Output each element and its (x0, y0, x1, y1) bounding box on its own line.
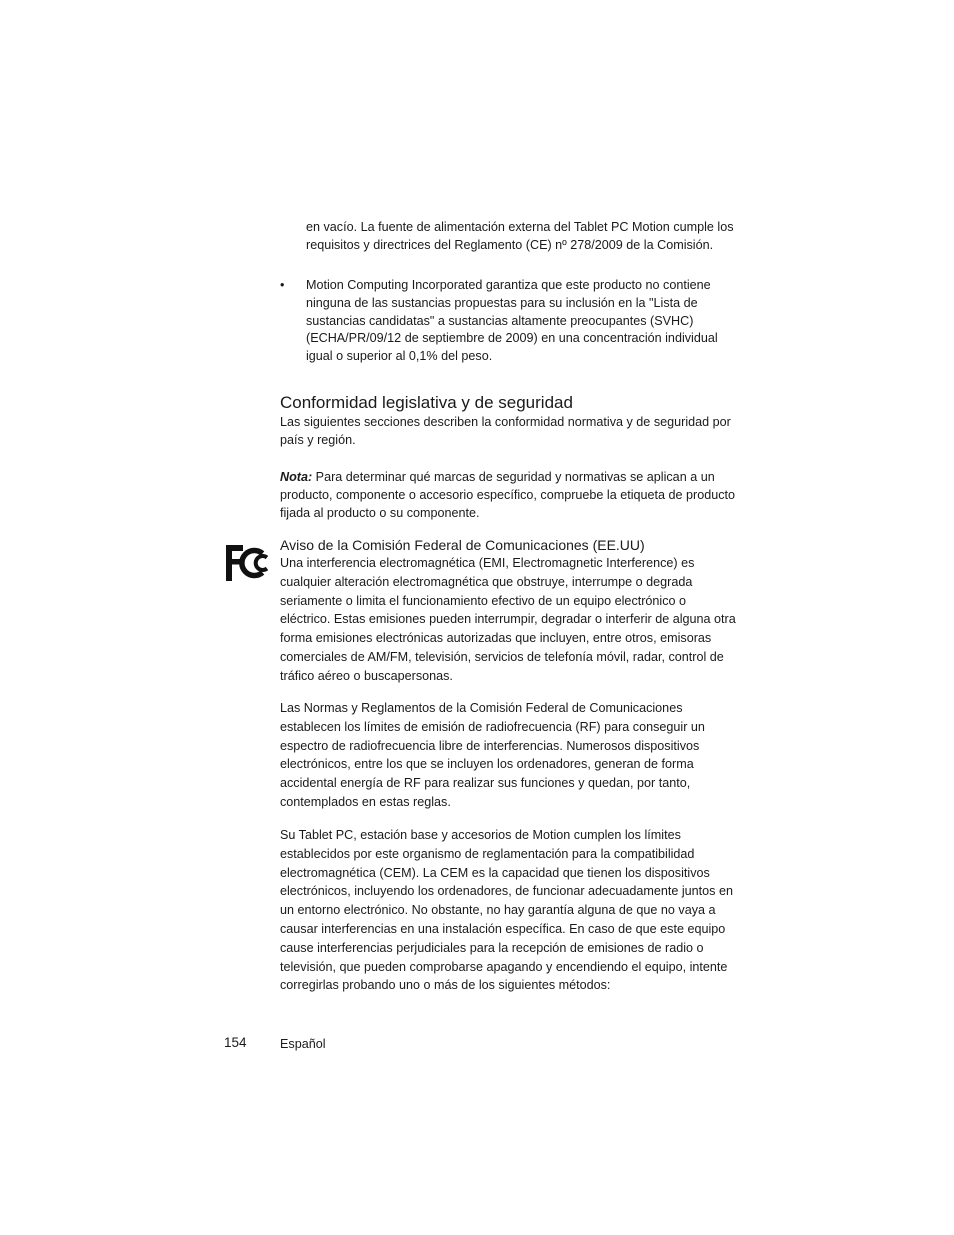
note-text: Para determinar qué marcas de seguridad y normativas se aplican a un producto, componente o accesorio específico, compruebe la etiqueta de producto fijada al producto o su componente. (280, 470, 736, 520)
bullet-item (280, 277, 736, 366)
fcc-paragraph-1: Una interferencia electromagnética (EMI, Electromagnetic Interference) es cualquier alteración electromagnética que obstruye, interrumpe o degrada seriamente o limita el funcionamiento efectivo de un equipo electrónico o eléctrico. Estas emisiones pueden interrumpir, degradar o interferir de alguna otra forma emisiones electrónicas autorizadas que incluyen, entre otros, emisoras comerciales de AM/FM, televisión, servicios de telefonía móvil, radar, control de tráfico aéreo o buscapersonas. (280, 556, 736, 683)
note-label: Nota: (280, 470, 313, 484)
fcc-paragraph-3: Su Tablet PC, estación base y accesorios de Motion cumplen los límites establecidos por este organismo de reglamentación para la compatibilidad electromagnética (CEM). La CEM es la capacidad que tienen los dispositivos electrónicos, incluyendo los ordenadores, de funcionar adecuadamente juntos en un entorno electrónico. No obstante, no hay garantía alguna de que no vaya a causar interferencias en una instalación específica. En caso de que este equipo cause interferencias perjudiciales para la recepción de emisiones de radio o televisión, que pueden comprobarse apagando y encendiendo el equipo, intente corregirlas probando uno o más de los siguientes métodos: (280, 828, 733, 993)
bullet-mark: • (280, 278, 285, 292)
note-paragraph (280, 469, 736, 522)
fcc-heading: Aviso de la Comisión Federal de Comunicaciones (EE.UU) (280, 537, 645, 553)
section-intro: Las siguientes secciones describen la conformidad normativa y de seguridad por país y región. (280, 415, 731, 447)
fcc-paragraph-2: Las Normas y Reglamentos de la Comisión Federal de Comunicaciones establecen los límites de emisión de radiofrecuencia (RF) para conseguir un espectro de radiofrecuencia libre de interferencias. Numerosos dispositivos electrónicos, entre los que se incluyen los ordenadores, generan de forma accidental energía de RF para realizar sus funciones y quedan, por tanto, contemplados en estas reglas. (280, 701, 705, 809)
fcc-logo-icon (225, 544, 273, 582)
section-heading: Conformidad legislativa y de seguridad (280, 393, 573, 412)
footer-language: Español (280, 1037, 326, 1051)
bullet-text: Motion Computing Incorporated garantiza que este producto no contiene ninguna de las sustancias propuestas para su inclusión en la "Lista de sustancias candidatas" a sustancias altamente preocupantes (SVHC) (ECHA/PR/09/12 de septiembre de 2009) en una concentración individual igual o superior al 0,1% del peso. (306, 278, 718, 364)
continuation-paragraph: en vacío. La fuente de alimentación externa del Tablet PC Motion cumple los requisitos y directrices del Reglamento (CE) nº 278/2009 de la Comisión. (306, 220, 734, 252)
page-number: 154 (224, 1035, 247, 1050)
